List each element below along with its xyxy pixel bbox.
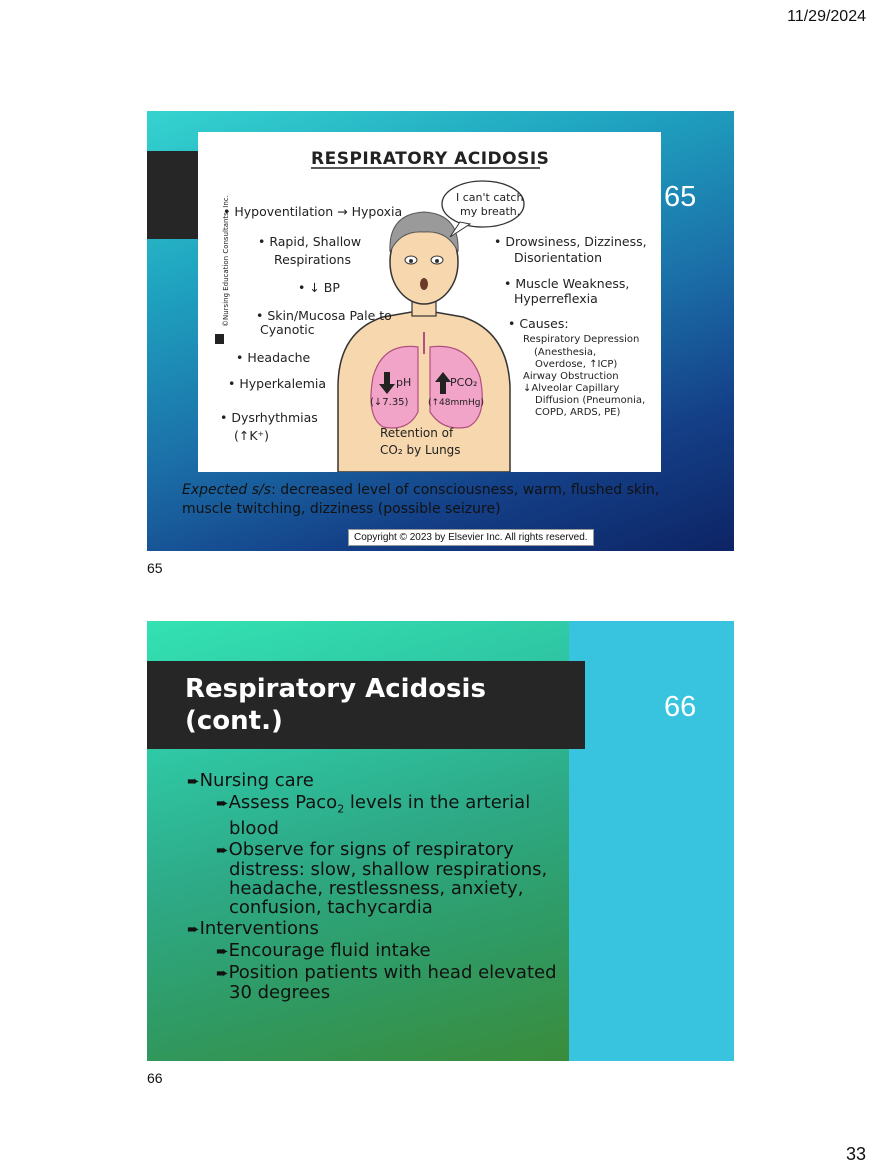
ph-label: pH (396, 376, 412, 389)
sign-dysrhythmias: • Dysrhythmias (220, 410, 318, 425)
arrow-bullet-icon: ➨ (216, 794, 229, 812)
speech-line-2: my breath. (460, 205, 521, 218)
expected-label: Expected s/s (182, 482, 272, 498)
slide-title (185, 673, 486, 737)
bullet-text: Position patients with head elevated 30 degrees (228, 961, 557, 1003)
illustration-svg (198, 132, 661, 472)
bullet-text: Assess Paco (228, 792, 338, 813)
cause-respiratory-depression: Respiratory Depression (523, 334, 640, 345)
sign-potassium: (↑K⁺) (234, 428, 270, 443)
expected-description: : decreased level of consciousness, warm, flushed skin, muscle twitching, dizziness (possible seizure) (182, 482, 660, 517)
arrow-bullet-icon: ➨ (187, 772, 200, 790)
sign-bp: • ↓ BP (298, 280, 340, 295)
bullet-assess-paco2 (187, 793, 567, 838)
slide-title-line-1: Respiratory Acidosis (185, 674, 486, 704)
bullet-observe-distress (187, 840, 567, 917)
arrow-bullet-icon: ➨ (187, 919, 200, 938)
bullet-position-head (187, 963, 567, 1002)
sign-headache: • Headache (236, 350, 311, 365)
slide-number-badge: 65 (664, 181, 697, 213)
illustration-title: RESPIRATORY ACIDOSIS (311, 149, 550, 169)
respiratory-acidosis-illustration (198, 132, 661, 472)
cause-overdose-icp: Overdose, ↑ICP) (535, 359, 618, 370)
ph-value: (↓7.35) (370, 397, 409, 408)
sign-rapid-shallow: • Rapid, Shallow (258, 234, 362, 249)
bullet-text-cont: levels in the arterial blood (229, 792, 531, 839)
sign-drowsiness: • Drowsiness, Dizziness, (494, 234, 647, 249)
bullet-text: Observe for signs of respiratory distress: slow, shallow respirations, headache, restlessness, anxiety, confusion, tachycardia (228, 838, 548, 918)
sign-hyperreflexia: Hyperreflexia (514, 291, 598, 306)
bullet-fluid-intake (187, 941, 567, 961)
cause-alveolar-capillary: ↓Alveolar Capillary (523, 383, 620, 394)
arrow-bullet-icon: ➨ (216, 963, 229, 982)
bullet-heading-nursing-care (187, 771, 567, 791)
bullet-subscript: 2 (337, 802, 345, 816)
sign-causes: • Causes: (508, 316, 569, 331)
speech-line-1: I can't catch (456, 191, 524, 204)
sign-respirations: Respirations (274, 252, 351, 267)
copyright-notice: Copyright © 2023 by Elsevier Inc. All rights reserved. (348, 529, 594, 546)
slide-65 (147, 111, 734, 551)
bullet-text: Encourage fluid intake (228, 939, 431, 961)
slide-66 (147, 621, 734, 1061)
speech-bubble (442, 181, 524, 227)
sign-muscle-weakness: • Muscle Weakness, (504, 276, 630, 291)
cause-airway-obstruction: Airway Obstruction (523, 371, 619, 382)
publisher-logo (215, 334, 224, 344)
retention-line-2: CO₂ by Lungs (380, 443, 461, 457)
bullet-heading-label: Interventions (199, 917, 319, 939)
bullet-list (187, 771, 567, 1004)
cause-copd-ards-pe: COPD, ARDS, PE) (535, 407, 621, 418)
sign-skin-pale: • Skin/Mucosa Pale to (256, 308, 392, 323)
sign-disorientation: Disorientation (514, 250, 602, 265)
pco2-label: PCO₂ (450, 376, 478, 389)
arrow-bullet-icon: ➨ (216, 840, 229, 859)
cause-diffusion: Diffusion (Pneumonia, (535, 395, 646, 406)
arrow-bullet-icon: ➨ (216, 941, 229, 960)
bullet-heading-interventions (187, 919, 567, 939)
sign-hyperkalemia: • Hyperkalemia (228, 376, 327, 391)
slide-title-line-2: (cont.) (185, 706, 283, 736)
slide-66-caption-number: 66 (147, 1070, 163, 1086)
cause-anesthesia: (Anesthesia, (534, 347, 597, 358)
pco2-value: (↑48mmHg) (428, 398, 485, 408)
page-date: 11/29/2024 (787, 8, 866, 25)
bullet-heading-label: Nursing care (199, 770, 314, 791)
slide-65-caption-number: 65 (147, 560, 163, 576)
slide-number-badge: 66 (664, 691, 697, 723)
page-number: 33 (845, 1144, 866, 1164)
sign-cyanotic: Cyanotic (260, 322, 315, 337)
expected-signs-text (182, 481, 682, 519)
sign-hypoventilation: • Hypoventilation → Hypoxia (223, 204, 403, 219)
retention-line-1: Retention of (380, 426, 454, 440)
publisher-vertical-text: ©Nursing Education Consultants, Inc. (222, 195, 230, 327)
